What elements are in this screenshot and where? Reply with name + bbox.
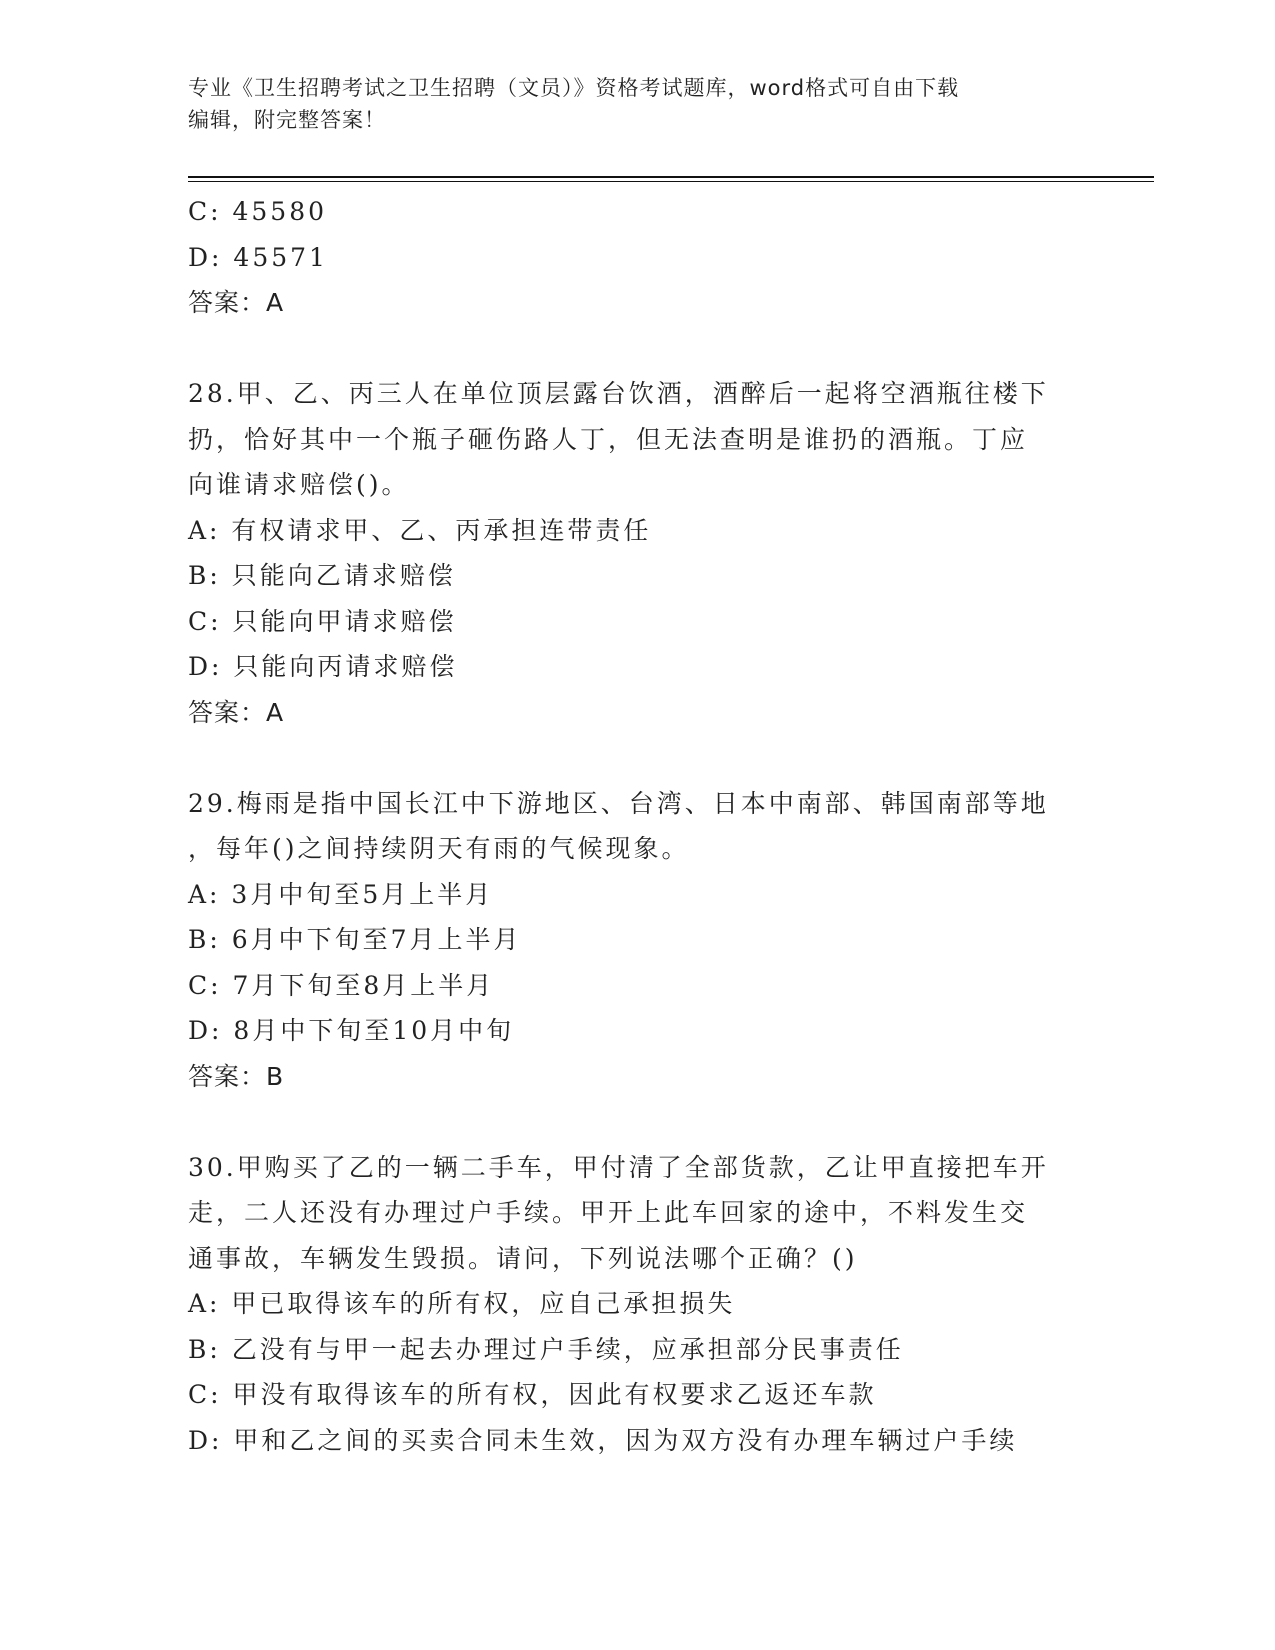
spacer [188,326,1088,372]
spacer [188,1099,1088,1145]
option-c: C: 甲没有取得该车的所有权，因此有权要求乙返还车款 [188,1380,877,1409]
answer-line: 答案：A [188,288,285,317]
option-c: C: 7月下旬至8月上半月 [188,970,495,1000]
question-content [188,189,1088,1463]
header-divider-thin [188,181,1154,182]
option-d: D: 45571 [188,242,328,272]
question-28 [188,371,1088,735]
question-stem-line: ，每年()之间持续阴天有雨的气候现象。 [188,834,690,863]
option-c: C: 只能向甲请求赔偿 [188,606,457,636]
option-a: A: 有权请求甲、乙、丙承担连带责任 [188,515,652,545]
header-title-line: 专业《卫生招聘考试之卫生招聘（文员）》资格考试题库，word格式可自由下载 [188,76,960,100]
question-stem-line: 扔，恰好其中一个瓶子砸伤路人丁，但无法查明是谁扔的酒瓶。丁应 [188,424,1029,454]
spacer [188,735,1088,781]
question-30 [188,1145,1088,1464]
question-stem-line: 29.梅雨是指中国长江中下游地区、台湾、日本中南部、韩国南部等地 [188,788,1049,818]
question-stem-line: 向谁请求赔偿()。 [188,470,410,499]
page-header [188,72,1088,136]
option-b: B: 6月中下旬至7月上半月 [188,925,522,954]
option-c: C: 45580 [188,197,328,226]
question-stem-line: 28.甲、乙、丙三人在单位顶层露台饮酒，酒醉后一起将空酒瓶往楼下 [188,379,1049,408]
question-29 [188,781,1088,1100]
answer-line: 答案：A [188,697,285,727]
option-d: D: 8月中下旬至10月中旬 [188,1016,515,1045]
option-d: D: 只能向丙请求赔偿 [188,652,458,681]
option-b: B: 只能向乙请求赔偿 [188,561,456,590]
option-d: D: 甲和乙之间的买卖合同未生效，因为双方没有办理车辆过户手续 [188,1425,1018,1455]
option-a: A: 甲已取得该车的所有权，应自己承担损失 [188,1289,736,1318]
option-a: A: 3月中旬至5月上半月 [188,879,494,909]
answer-line: 答案：B [188,1061,285,1091]
option-b: B: 乙没有与甲一起去办理过户手续，应承担部分民事责任 [188,1334,904,1364]
header-subtitle-line: 编辑，附完整答案！ [188,108,386,132]
question-stem-line: 走，二人还没有办理过户手续。甲开上此车回家的途中，不料发生交 [188,1198,1029,1227]
question-stem-line: 30.甲购买了乙的一辆二手车，甲付清了全部货款，乙让甲直接把车开 [188,1152,1049,1182]
question-stem-line: 通事故，车辆发生毁损。请问，下列说法哪个正确？() [188,1243,858,1273]
header-divider-thick [188,176,1154,178]
